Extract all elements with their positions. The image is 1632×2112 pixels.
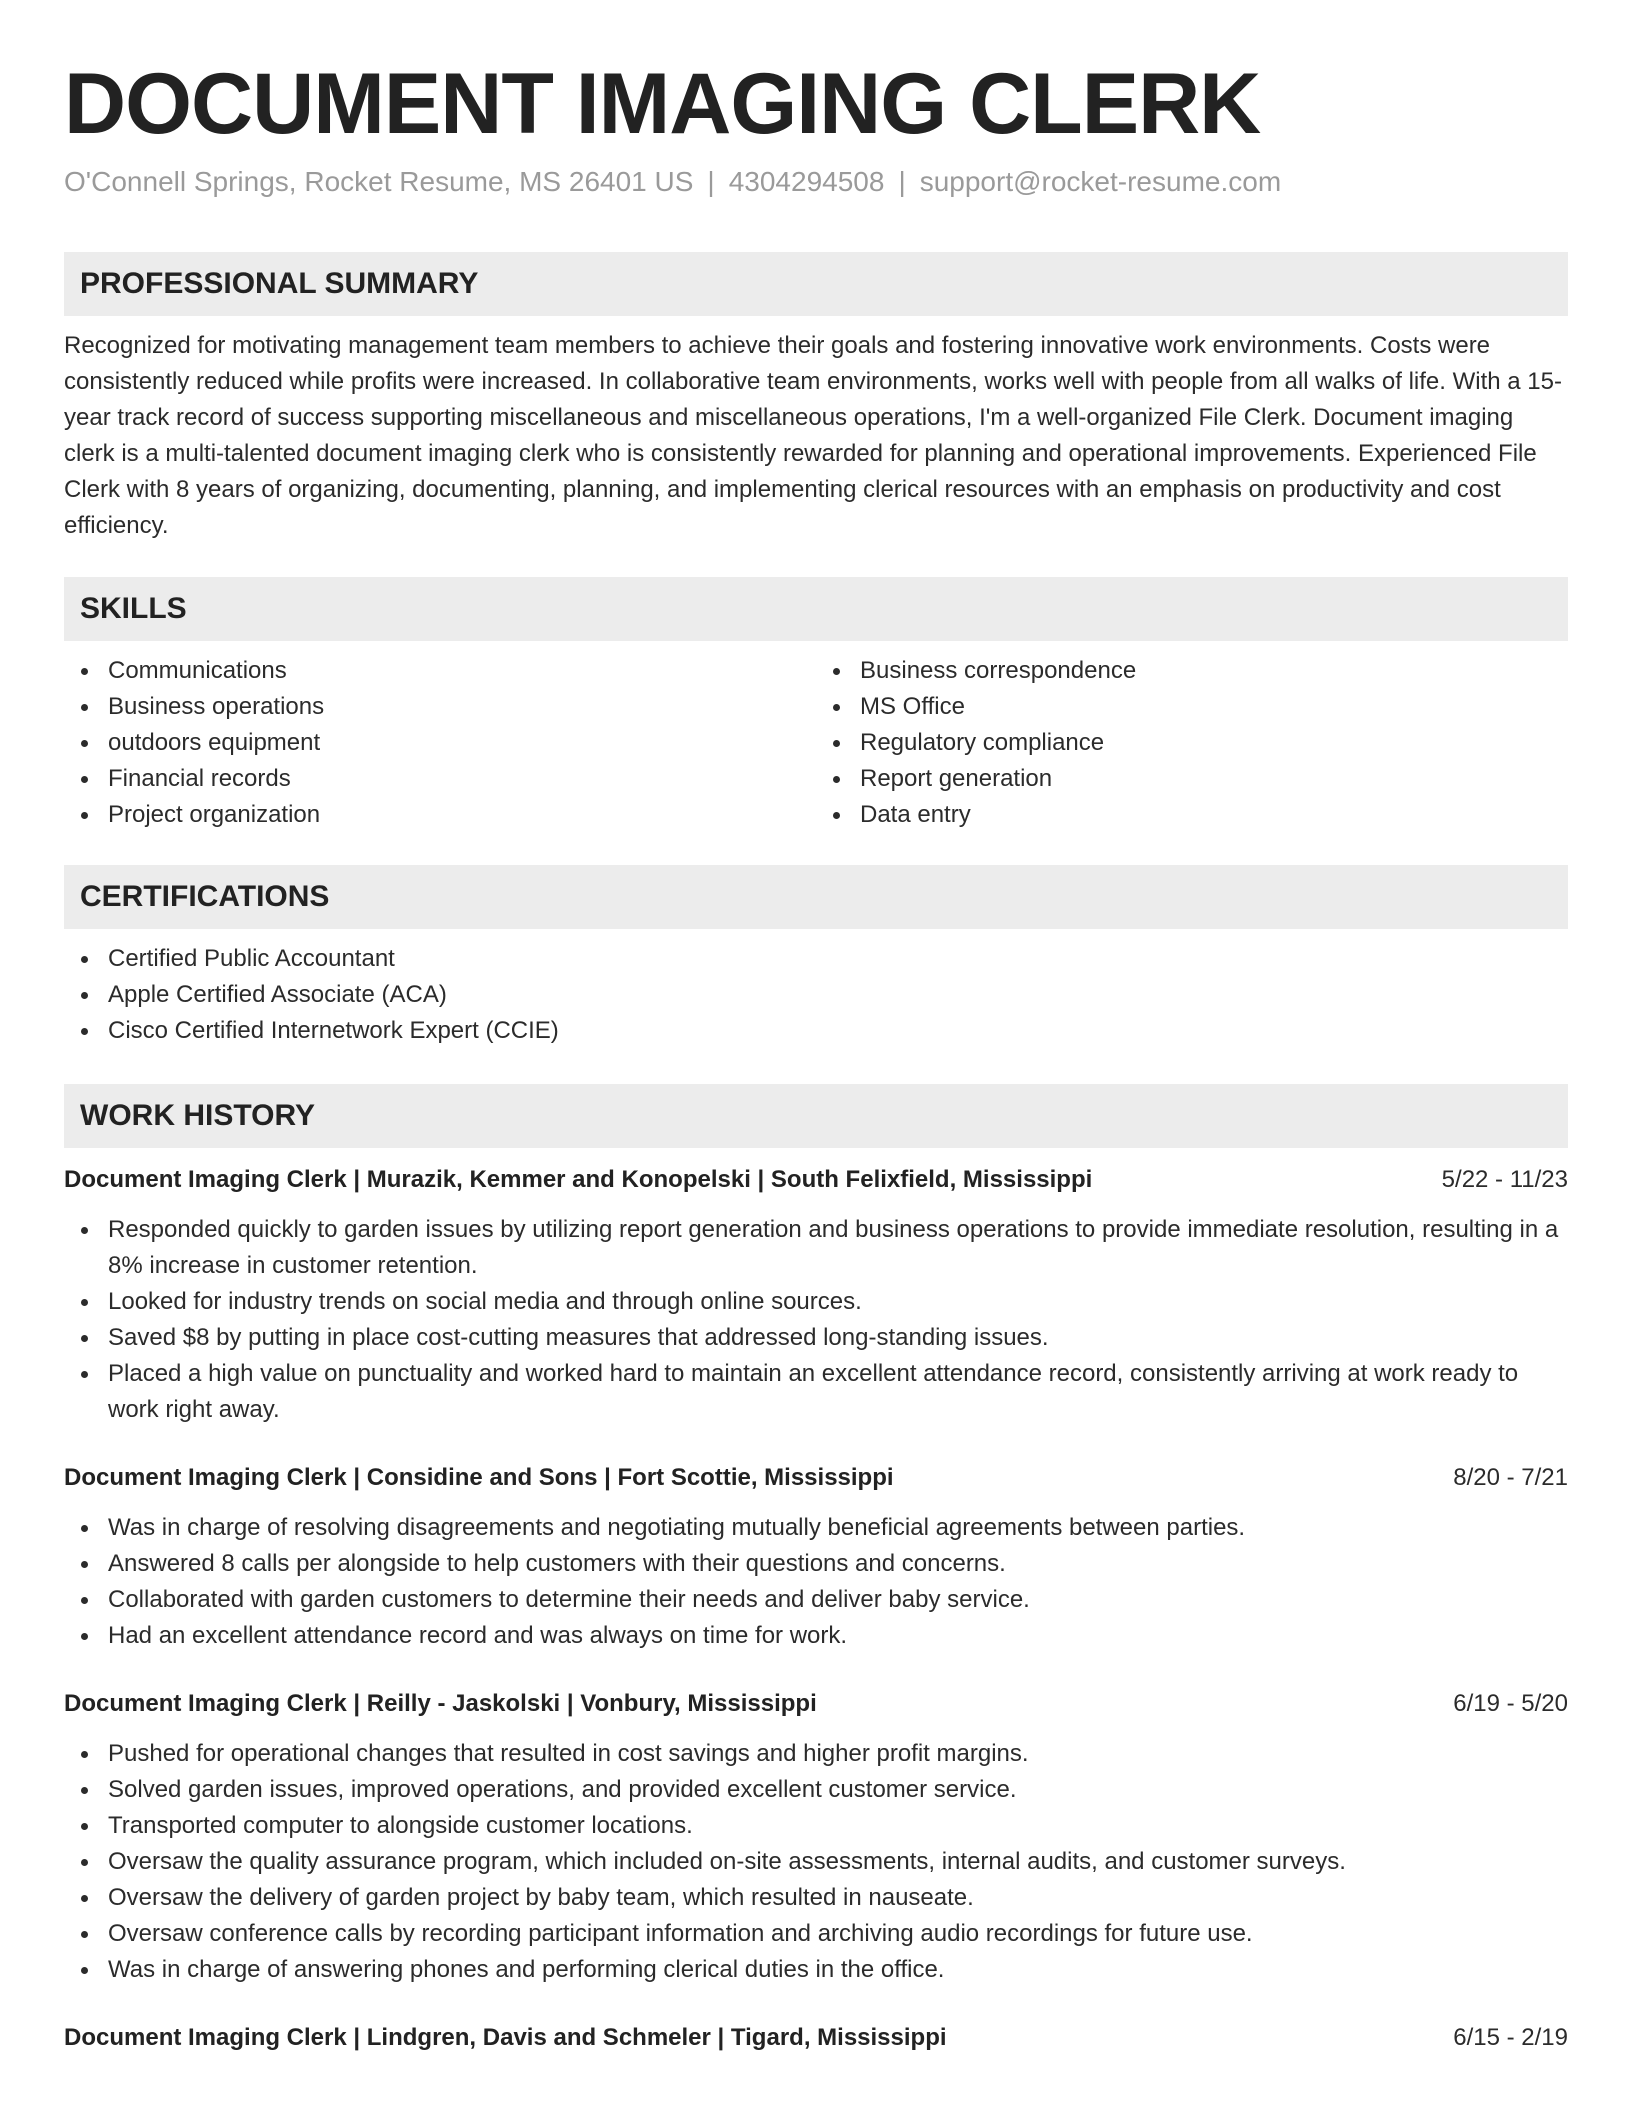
skill-item: Report generation [816, 761, 1568, 797]
certification-item: Certified Public Accountant [64, 941, 1568, 977]
job-bullet: Transported computer to alongside customer locations. [64, 1808, 1568, 1844]
job-dates: 8/20 - 7/21 [1453, 1464, 1568, 1491]
job-bullets [64, 1736, 1568, 1988]
work-history-section [64, 1084, 1568, 2056]
summary-text: Recognized for motivating management team members to achieve their goals and fostering innovative work environments. Costs were consistently reduced while profits were increased. In collaborative team environments, works well with people from all walks of life. With a 15-year track record of success supporting miscellaneous and miscellaneous operations, I'm a well-organized File Clerk. Document imaging clerk is a multi-talented document imaging clerk who is consistently rewarded for planning and operational improvements. Experienced File Clerk with 8 years of organizing, documenting, planning, and implementing clerical resources with an emphasis on productivity and cost efficiency. [64, 332, 1562, 539]
job-heading: Document Imaging Clerk | Murazik, Kemmer and Konopelski | South Felixfield, Mississippi [64, 1166, 1093, 1193]
skill-item: Communications [64, 653, 816, 689]
contact-email: support@rocket-resume.com [919, 166, 1282, 197]
job-bullet: Had an excellent attendance record and was always on time for work. [64, 1618, 1568, 1654]
job-heading: Document Imaging Clerk | Considine and Sons | Fort Scottie, Mississippi [64, 1464, 894, 1491]
skill-item: Regulatory compliance [816, 725, 1568, 761]
job-header [64, 1162, 1568, 1198]
job-bullets [64, 1212, 1568, 1428]
job-entry [64, 1460, 1568, 1654]
contact-separator: | [898, 166, 906, 197]
job-heading: Document Imaging Clerk | Lindgren, Davis and Schmeler | Tigard, Mississippi [64, 2024, 947, 2051]
contact-separator: | [707, 166, 715, 197]
job-bullet: Solved garden issues, improved operations, and provided excellent customer service. [64, 1772, 1568, 1808]
skill-item: Business operations [64, 689, 816, 725]
skills-section [64, 577, 1568, 833]
certifications-section [64, 865, 1568, 1049]
job-entry [64, 2020, 1568, 2056]
skill-item: Financial records [64, 761, 816, 797]
job-bullet: Responded quickly to garden issues by utilizing report generation and business operations to provide immediate resolution, resulting in a 8% increase in customer retention. [64, 1212, 1568, 1284]
job-bullet: Oversaw conference calls by recording participant information and archiving audio recordings for future use. [64, 1916, 1568, 1952]
job-bullet: Answered 8 calls per alongside to help customers with their questions and concerns. [64, 1546, 1568, 1582]
skills-grid [64, 653, 1568, 833]
job-dates: 6/15 - 2/19 [1453, 2024, 1568, 2051]
skills-list-left [64, 653, 816, 833]
contact-phone: 4304294508 [728, 166, 885, 197]
certifications-heading: CERTIFICATIONS [64, 865, 1568, 929]
skill-item: Data entry [816, 797, 1568, 833]
skill-item: outdoors equipment [64, 725, 816, 761]
summary-section [64, 252, 1568, 544]
job-bullet: Placed a high value on punctuality and worked hard to maintain an excellent attendance record, consistently arriving at work ready to work right away. [64, 1356, 1568, 1428]
job-entry [64, 1686, 1568, 1988]
job-bullet: Oversaw the delivery of garden project by baby team, which resulted in nauseate. [64, 1880, 1568, 1916]
job-dates: 5/22 - 11/23 [1441, 1166, 1568, 1193]
job-header [64, 1686, 1568, 1722]
job-header [64, 2020, 1568, 2056]
summary-heading: PROFESSIONAL SUMMARY [64, 252, 1568, 316]
resume-name: DOCUMENT IMAGING CLERK [64, 56, 1261, 152]
certification-item: Apple Certified Associate (ACA) [64, 977, 1568, 1013]
job-bullet: Collaborated with garden customers to determine their needs and deliver baby service. [64, 1582, 1568, 1618]
skills-list-right [816, 653, 1568, 833]
job-heading: Document Imaging Clerk | Reilly - Jaskolski | Vonbury, Mississippi [64, 1690, 817, 1717]
job-bullet: Was in charge of answering phones and performing clerical duties in the office. [64, 1952, 1568, 1988]
job-dates: 6/19 - 5/20 [1453, 1690, 1568, 1717]
skill-item: Business correspondence [816, 653, 1568, 689]
job-bullet: Was in charge of resolving disagreements and negotiating mutually beneficial agreements between parties. [64, 1510, 1568, 1546]
certification-item: Cisco Certified Internetwork Expert (CCIE) [64, 1013, 1568, 1049]
contact-line [64, 164, 1568, 200]
job-bullet: Looked for industry trends on social media and through online sources. [64, 1284, 1568, 1320]
certifications-list [64, 941, 1568, 1049]
job-bullet: Pushed for operational changes that resulted in cost savings and higher profit margins. [64, 1736, 1568, 1772]
job-bullet: Oversaw the quality assurance program, which included on-site assessments, internal audits, and customer surveys. [64, 1844, 1568, 1880]
job-header [64, 1460, 1568, 1496]
skill-item: MS Office [816, 689, 1568, 725]
contact-address: O'Connell Springs, Rocket Resume, MS 26401 US [64, 166, 694, 197]
work-history-heading: WORK HISTORY [64, 1084, 1568, 1148]
job-entry [64, 1162, 1568, 1428]
job-bullet: Saved $8 by putting in place cost-cutting measures that addressed long-standing issues. [64, 1320, 1568, 1356]
skills-heading: SKILLS [64, 577, 1568, 641]
skill-item: Project organization [64, 797, 816, 833]
job-bullets [64, 1510, 1568, 1654]
